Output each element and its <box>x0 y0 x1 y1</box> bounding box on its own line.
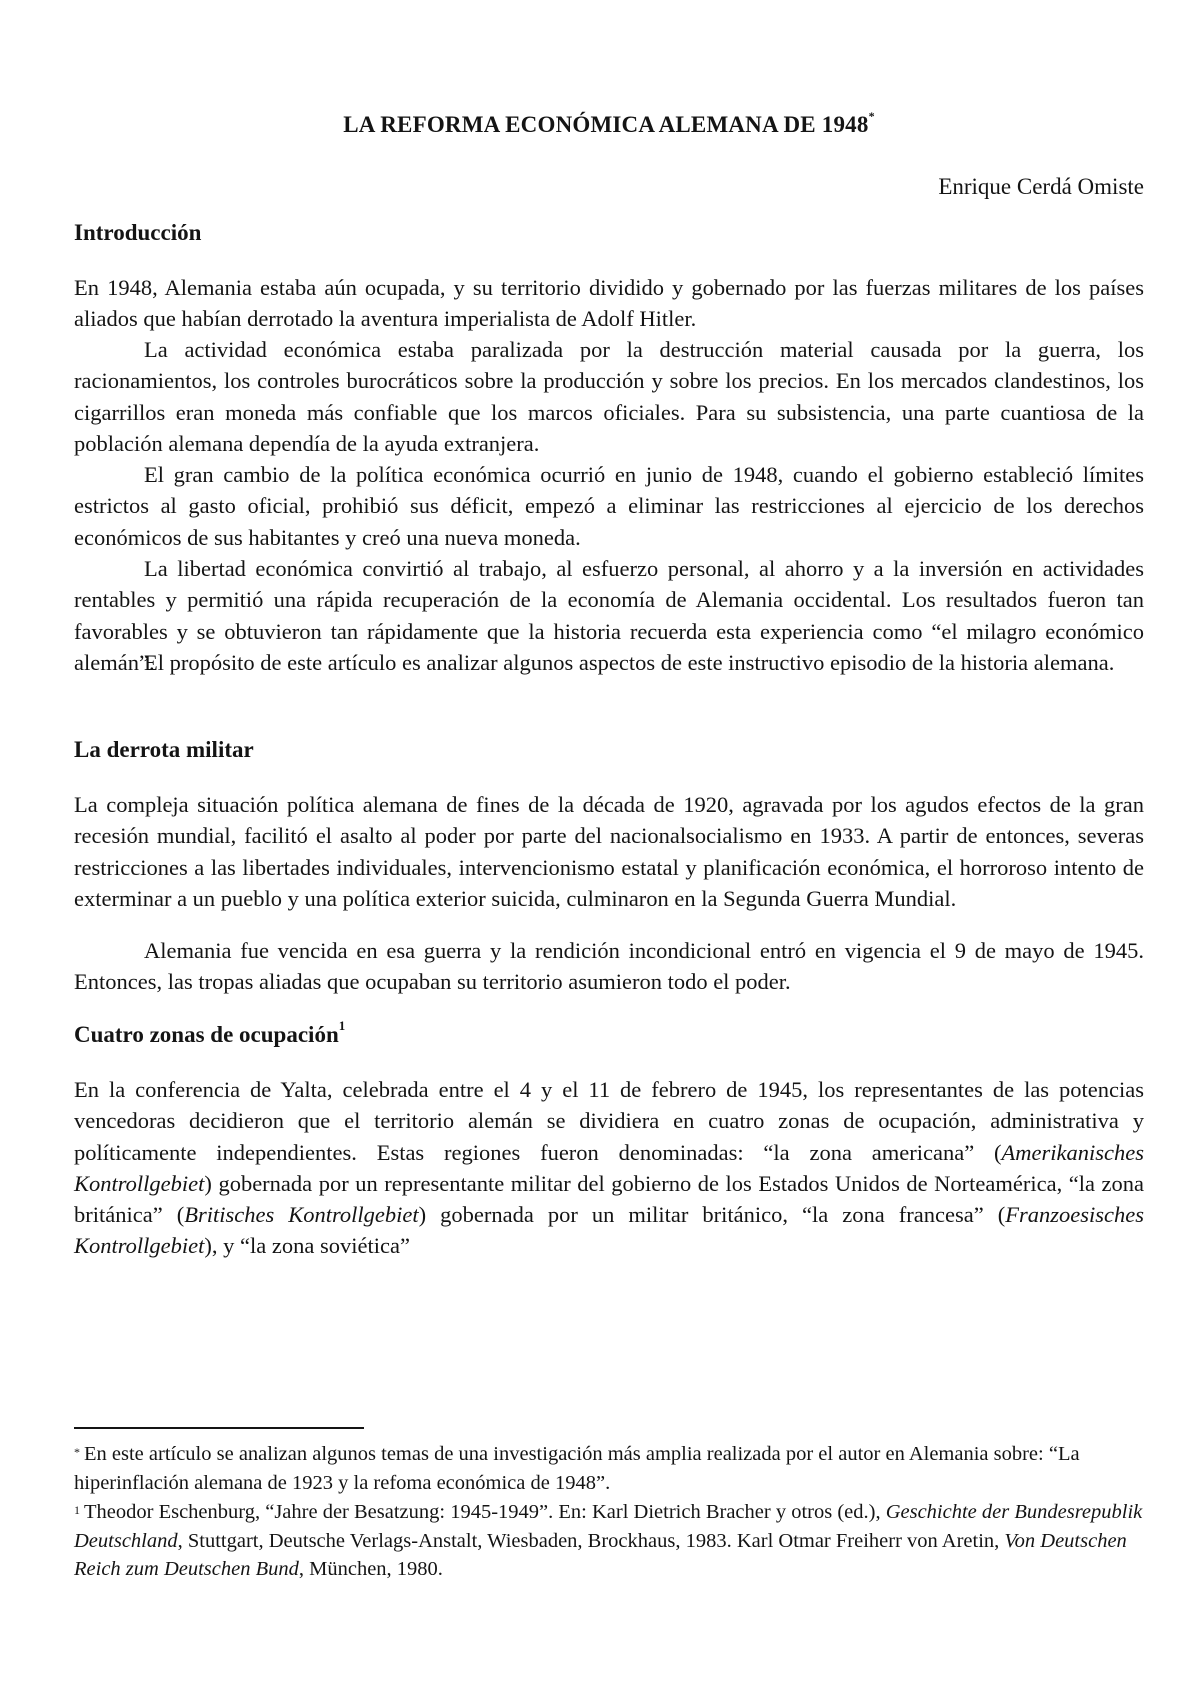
section-heading-derrota-militar: La derrota militar <box>74 737 254 762</box>
italic-term: Amerikanisches Kontrollgebiet <box>74 1139 1144 1196</box>
document-title <box>74 109 1144 138</box>
text-run: Theodor Eschenburg, “Jahre der Besatzung: 1945-1949”. En: Karl Dietrich Bracher y otros (ed.), <box>84 1501 886 1523</box>
text-run: ) gobernada por un militar británico, “la zona francesa” ( <box>418 1202 1006 1228</box>
author-name: Enrique Cerdá Omiste <box>938 174 1144 199</box>
italic-title: Von Deutschen Reich zum Deutschen Bund <box>74 1529 1127 1581</box>
section-heading-cuatro-zonas <box>74 1018 346 1048</box>
italic-term: Britisches Kontrollgebiet <box>184 1202 419 1228</box>
italic-title: Geschichte der Bundesrepublik Deutschland <box>74 1501 1143 1552</box>
footnote-text: En este artículo se analizan algunos temas de una investigación más amplia realizada por el autor en Alemania sobre: “La hiperinflación alemana de 1923 y la refoma económica de 1948”. <box>74 1443 1080 1494</box>
heading-footnote-mark: 1 <box>338 1018 346 1033</box>
footnote-mark: * <box>74 1445 80 1459</box>
paragraph: El propósito de este artículo es analizar algunos aspectos de este instructivo episodio de la historia alemana. <box>144 650 1115 675</box>
paragraph: La actividad económica estaba paralizada por la destrucción material causada por la guerra, los racionamientos, los controles burocráticos sobre la producción y sobre los precios. En los mercados clandestinos, los cigarrillos eran moneda más confiable que los marcos oficiales. Para su subsistencia, una parte cuantiosa de la población alemana dependía de la ayuda extranjera. <box>74 337 1144 456</box>
paragraph: El gran cambio de la política económica ocurrió en junio de 1948, cuando el gobierno estableció límites estrictos al gasto oficial, prohibió sus déficit, empezó a eliminar las restricciones al ejercicio de los derechos económicos de sus habitantes y creó una nueva moneda. <box>74 462 1144 550</box>
footnote <box>74 1440 1144 1497</box>
footnote-separator <box>74 1427 364 1429</box>
paragraph: La libertad económica convirtió al trabajo, al esfuerzo personal, al ahorro y a la inversión en actividades rentables y permitió una rápida recuperación de la economía de Alemania occidental. Los resultados fueron tan favorables y se obtuvieron tan rápidamente que la historia recuerda esta experiencia como “el milagro económico alemán”. <box>74 556 1144 675</box>
paragraph <box>74 1074 1144 1262</box>
paragraph: En 1948, Alemania estaba aún ocupada, y su territorio dividido y gobernado por las fuerzas militares de los países aliados que habían derrotado la aventura imperialista de Adolf Hitler. <box>74 275 1144 332</box>
text-run: , Stuttgart, Deutsche Verlags-Anstalt, Wiesbaden, Brockhaus, 1983. Karl Otmar Freiherr von Aretin, <box>177 1529 1005 1552</box>
title-text: LA REFORMA ECONÓMICA ALEMANA DE 1948 <box>343 112 869 137</box>
title-footnote-mark: * <box>868 109 875 123</box>
paragraph: La compleja situación política alemana de fines de la década de 1920, agravada por los agudos efectos de la gran recesión mundial, facilitó el asalto al poder por parte del nacionalsocialismo en 1933. A partir de entonces, severas restricciones a las libertades individuales, intervencionismo estatal y planificación económica, el horroroso intento de exterminar a un pueblo y una política exterior suicida, culminaron en la Segunda Guerra Mundial. <box>74 792 1144 911</box>
footnote <box>74 1498 1144 1584</box>
text-run: , München, 1980. <box>298 1558 443 1581</box>
paragraph: Alemania fue vencida en esa guerra y la rendición incondicional entró en vigencia el 9 de mayo de 1945. Entonces, las tropas aliadas que ocupaban su territorio asumieron todo el poder. <box>74 938 1144 995</box>
text-run: ) gobernada por un representante militar del gobierno de los Estados Unidos de Norteamérica, “la zona británica” ( <box>74 1170 1144 1228</box>
heading-text: Cuatro zonas de ocupación <box>74 1022 339 1047</box>
italic-term: Franzoesisches Kontrollgebiet <box>74 1202 1144 1259</box>
text-run: ), y “la zona soviética” <box>204 1233 410 1259</box>
footnote-mark: 1 <box>74 1503 80 1517</box>
section-heading-introduccion: Introducción <box>74 220 202 245</box>
text-run: En la conferencia de Yalta, celebrada entre el 4 y el 11 de febrero de 1945, los representantes de las potencias vencedoras decidieron que el territorio alemán se dividiera en cuatro zonas de ocupación, administrativa y políticamente independientes. Estas regiones fueron denominadas: “la zona americana” ( <box>74 1077 1144 1165</box>
